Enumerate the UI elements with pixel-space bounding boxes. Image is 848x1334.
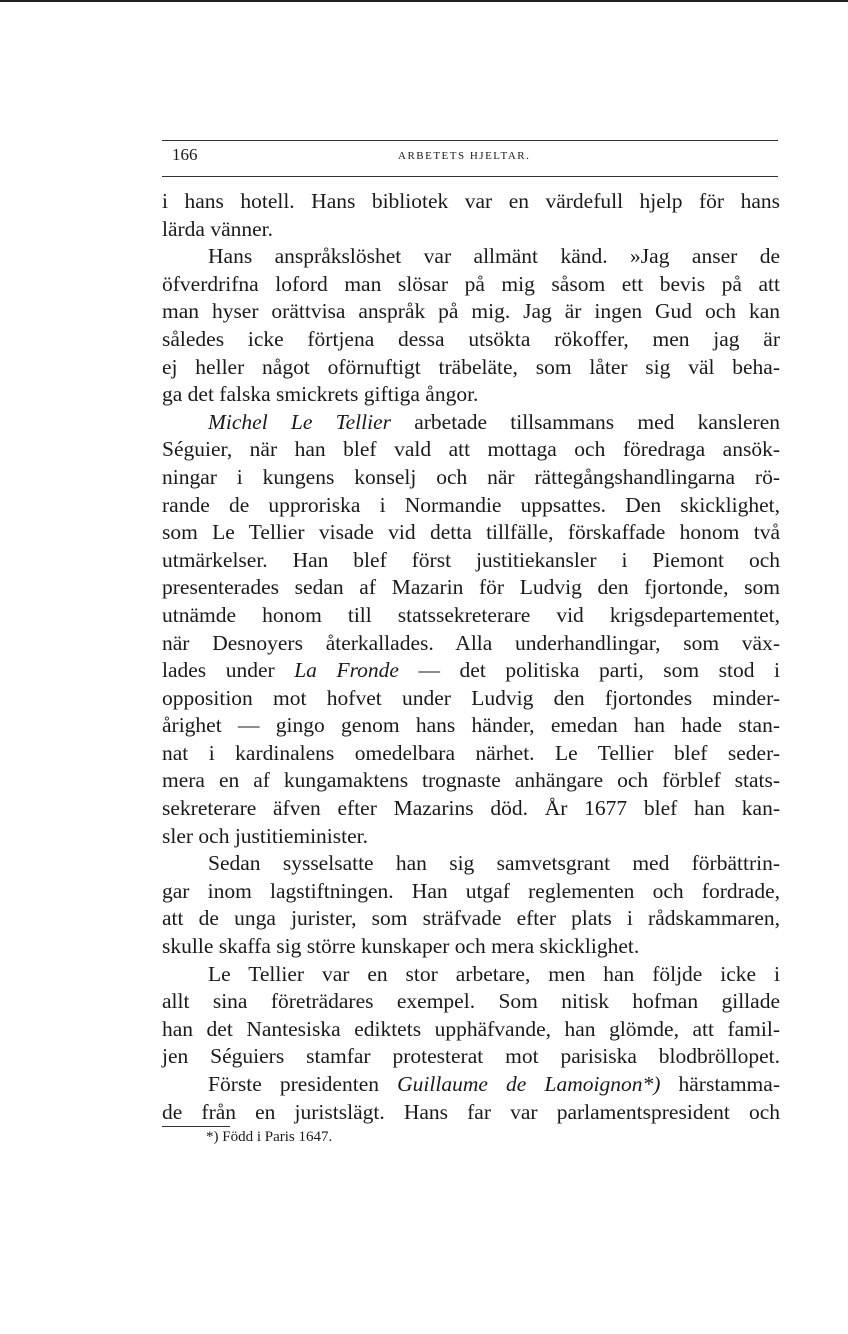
footnote-rule <box>162 1126 230 1127</box>
italic-name: Michel Le Tellier <box>208 409 391 434</box>
text-line: ningar i kungens konselj och när rättegångshandlingarna rö- <box>162 464 780 489</box>
text-line <box>162 657 780 685</box>
page-number: 166 <box>172 145 198 164</box>
running-title: ARBETETS HJELTAR. <box>398 150 531 162</box>
text-segment: lades under <box>162 658 275 683</box>
text-line: allt sina företrädares exempel. Som nitisk hofman gillade <box>162 989 780 1014</box>
text-line: Séguier, när han blef vald att mottaga och föredraga ansök- <box>162 437 780 462</box>
text-line: i hans hotell. Hans bibliotek var en värdefull hjelp för hans <box>162 189 780 213</box>
text-line: sekreterare äfven efter Mazarins död. År 1677 blef han kan- <box>162 796 780 821</box>
text-line: presenterades sedan af Mazarin för Ludvig den fjortonde, som <box>162 575 780 600</box>
text-line: när Desnoyers återkallades. Alla underhandlingar, som väx- <box>162 630 780 655</box>
text-line: således icke förtjena dessa utsökta rökoffer, men jag är <box>162 326 780 351</box>
header-rule-bottom <box>162 176 778 177</box>
footnote: *) Född i Paris 1647. <box>206 1129 333 1145</box>
text-segment: arbetade tillsammans med kansleren <box>414 409 781 434</box>
header-rule-top <box>162 140 778 141</box>
text-line: nat i kardinalens omedelbara närhet. Le Tellier blef seder- <box>162 740 780 765</box>
page-top-edge <box>0 0 848 2</box>
text-line: Hans anspråkslöshet var allmänt känd. »Jag anser de <box>208 244 780 269</box>
text-line: ga det falska smickrets giftiga ångor. <box>162 382 479 407</box>
text-line <box>162 409 780 437</box>
text-line: man hyser orättvisa anspråk på mig. Jag är ingen Gud och kan <box>162 299 780 324</box>
text-line: opposition mot hofvet under Ludvig den fjortondes minder- <box>162 685 780 710</box>
text-line: de från en juristslägt. Hans far var parlamentspresident och <box>162 1099 780 1124</box>
text-line: årighet — gingo genom hans händer, emedan han hade stan- <box>162 713 780 738</box>
text-line <box>162 1071 780 1099</box>
text-line: mera en af kungamaktens trognaste anhängare och förblef stats- <box>162 768 780 793</box>
text-line: gar inom lagstiftningen. Han utgaf reglementen och fordrade, <box>162 878 780 903</box>
text-segment: härstamma- <box>678 1072 780 1096</box>
italic-name: Guillaume de Lamoignon*) <box>397 1072 661 1096</box>
text-line: lärda vänner. <box>162 216 274 241</box>
text-line: han det Nantesiska ediktets upphäfvande, han glömde, att famil- <box>162 1016 780 1041</box>
text-line: som Le Tellier visade vid detta tillfälle, förskaffade honom två <box>162 520 780 545</box>
text-line: utnämde honom till statssekreterare vid krigsdepartementet, <box>162 602 780 627</box>
text-line: sler och justitieminister. <box>162 823 369 848</box>
text-line: ej heller något oförnuftigt träbeläte, som låter sig väl beha- <box>162 354 780 379</box>
italic-name: La Fronde <box>294 658 399 683</box>
text-line: Sedan sysselsatte han sig samvetsgrant med förbättrin- <box>208 851 780 876</box>
text-line: rande de upproriska i Normandie uppsattes. Den skicklighet, <box>162 492 780 517</box>
text-segment: — det politiska parti, som stod i <box>418 658 781 683</box>
text-line: utmärkelser. Han blef först justitiekansler i Piemont och <box>162 547 780 572</box>
text-line: jen Séguiers stamfar protesterat mot parisiska blodbröllopet. <box>162 1044 780 1069</box>
text-line: Le Tellier var en stor arbetare, men han följde icke i <box>208 961 780 986</box>
text-line: öfverdrifna loford man slösar på mig såsom ett bevis på att <box>162 271 780 296</box>
body-text <box>162 188 780 1126</box>
text-line: att de unga jurister, som sträfvade efter plats i rådskammaren, <box>162 906 780 931</box>
text-line: skulle skaffa sig större kunskaper och mera skicklighet. <box>162 934 640 959</box>
text-segment: Förste presidenten <box>208 1072 379 1096</box>
